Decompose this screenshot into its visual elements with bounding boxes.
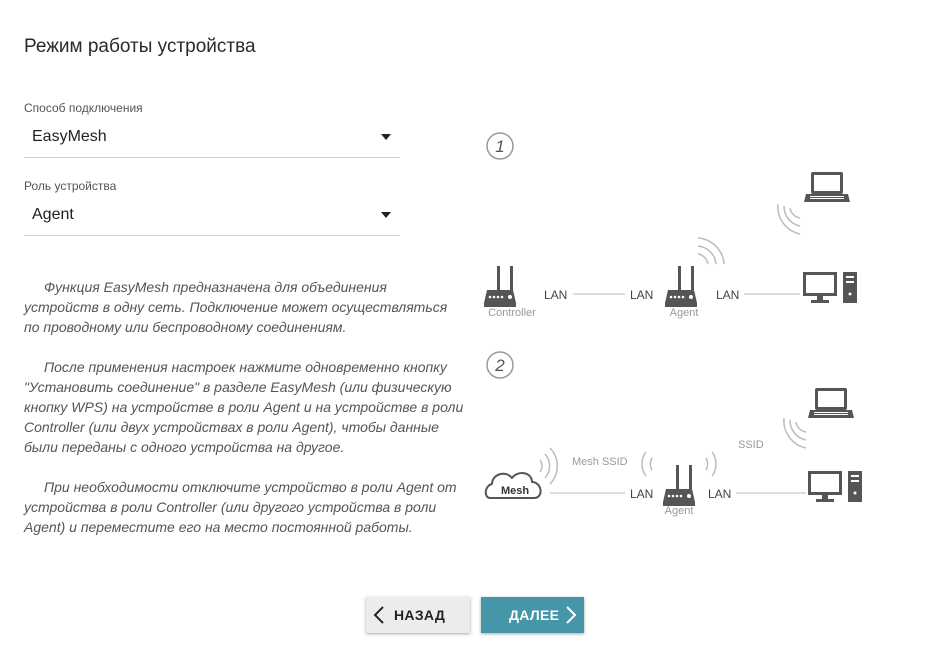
step-1-badge xyxy=(487,133,513,159)
cloud-icon xyxy=(486,473,541,498)
connection-mode-value: EasyMesh xyxy=(32,128,107,145)
description-paragraph: Функция EasyMesh предназначена для объединения устройств в одну сеть. Подключение может осуществляться по проводному или беспроводному соединениям. xyxy=(24,279,448,335)
chevron-right-icon xyxy=(565,605,577,625)
next-button[interactable] xyxy=(481,597,584,633)
device-role-value: Agent xyxy=(32,206,74,223)
next-button-label: ДАЛЕЕ xyxy=(509,607,560,623)
device-role-select[interactable] xyxy=(24,199,400,236)
lan-label: LAN xyxy=(630,288,654,302)
router-icon xyxy=(665,266,697,307)
wifi-waves-icon xyxy=(540,448,557,484)
chevron-left-icon xyxy=(373,605,385,625)
description-paragraph: После применения настроек нажмите одновременно кнопку "Установить соединение" в разделе EasyMesh (или физическую кнопку WPS) на устройстве в роли Agent и на устройстве в роли Controller (или двух устройствах в роли Agent), чтобы данные были переданы с одного устройства на другое. xyxy=(24,359,464,455)
wifi-waves-icon xyxy=(778,204,800,234)
back-button-label: НАЗАД xyxy=(394,607,446,623)
step-2-number: 2 xyxy=(495,356,505,375)
connection-mode-label: Способ подключения xyxy=(24,101,143,115)
dropdown-arrow-icon xyxy=(381,134,391,140)
ssid-label: SSID xyxy=(738,439,764,451)
router-icon xyxy=(484,266,516,307)
mesh-ssid-label: Mesh SSID xyxy=(572,456,628,468)
page-title: Режим работы устройства xyxy=(24,36,256,57)
agent-label: Agent xyxy=(664,505,694,517)
connection-mode-select[interactable] xyxy=(24,121,400,158)
lan-label: LAN xyxy=(544,288,568,302)
step-1-number: 1 xyxy=(495,137,505,156)
description-paragraph: При необходимости отключите устройство в роли Agent от устройства в роли Controller (или другого устройства в роли Agent) и переместите его на место постоянной работы. xyxy=(24,479,457,535)
controller-label: Controller xyxy=(488,307,536,319)
lan-label: LAN xyxy=(708,487,732,501)
description xyxy=(24,277,464,557)
router-icon xyxy=(663,465,695,506)
dropdown-arrow-icon xyxy=(381,212,391,218)
wifi-waves-icon xyxy=(698,238,724,264)
desktop-computer-icon xyxy=(803,272,857,303)
laptop-icon xyxy=(804,172,850,202)
step-2-badge xyxy=(487,352,513,378)
desktop-computer-icon xyxy=(808,471,862,502)
lan-label: LAN xyxy=(716,288,740,302)
back-button[interactable] xyxy=(366,597,470,633)
lan-label: LAN xyxy=(630,487,654,501)
laptop-icon xyxy=(808,388,854,418)
agent-label: Agent xyxy=(669,307,699,319)
easymesh-diagram xyxy=(470,120,890,540)
device-role-label: Роль устройства xyxy=(24,179,117,193)
wifi-waves-icon xyxy=(784,418,806,448)
mesh-label: Mesh xyxy=(500,485,530,497)
